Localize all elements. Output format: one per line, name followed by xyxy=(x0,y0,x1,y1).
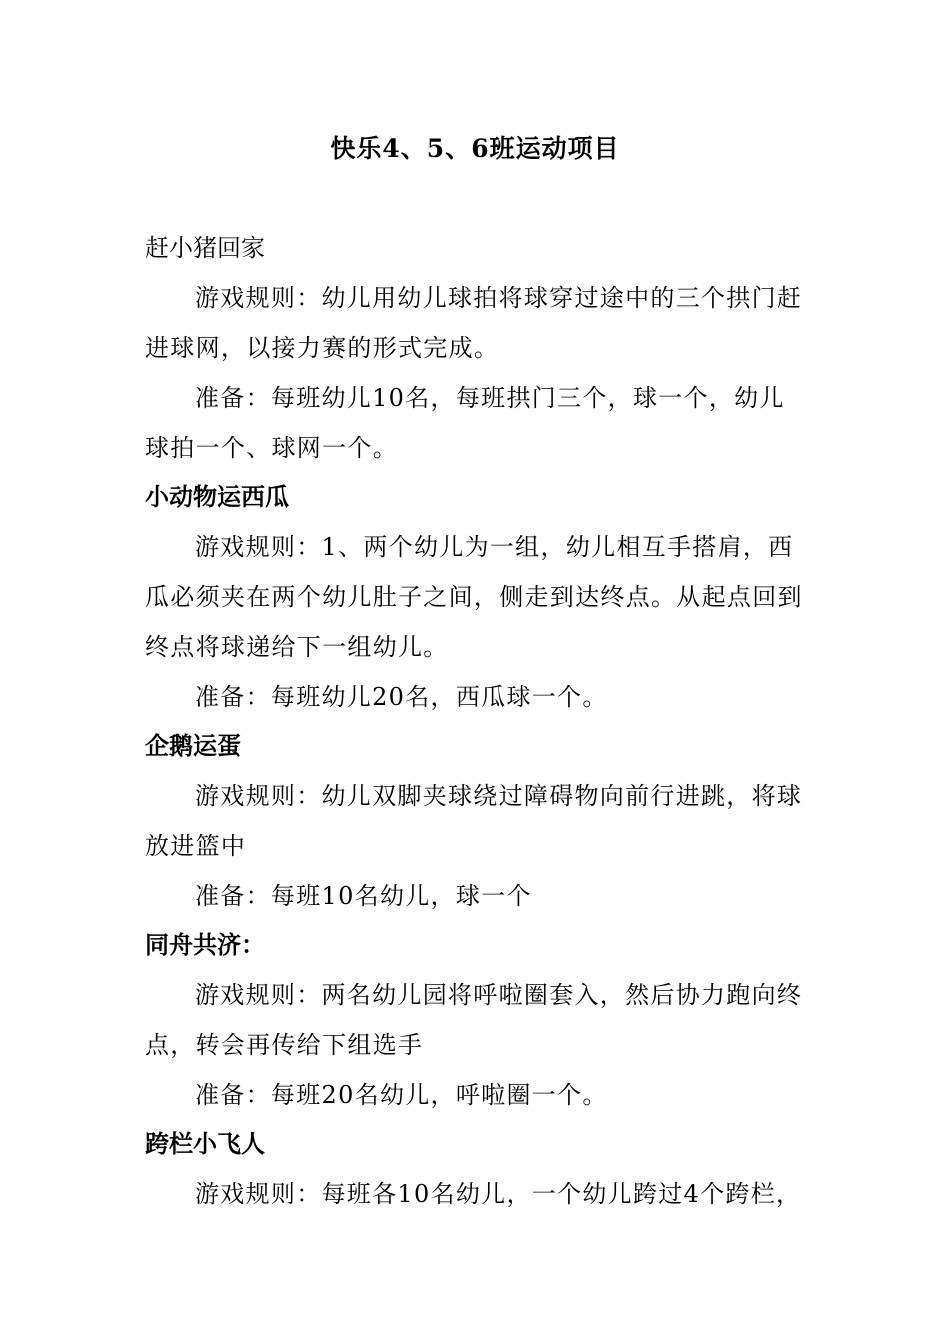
section-heading: 小动物运西瓜 xyxy=(145,483,289,511)
section-prep: 准备：每班20名幼儿，呼啦圈一个。 xyxy=(195,1081,608,1109)
section-heading: 企鹅运蛋 xyxy=(145,732,241,760)
section-heading: 同舟共济： xyxy=(145,931,265,959)
section-heading: 跨栏小飞人 xyxy=(145,1130,265,1158)
page-title: 快乐4、5、6班运动项目 xyxy=(330,134,620,163)
section-rules: 游戏规则：1、两个幼儿为一组，幼儿相互手搭肩，西瓜必须夹在两个幼儿肚子之间，侧走到达终点。从起点回到终点将球递给下一组幼儿。 xyxy=(145,533,803,661)
section-rules: 游戏规则：每班各10名幼儿，一个幼儿跨过4个跨栏， xyxy=(195,1180,802,1208)
section-prep: 准备：每班幼儿10名，每班拱门三个，球一个，幼儿球拍一个、球网一个。 xyxy=(145,384,785,462)
section-heading: 赶小猪回家 xyxy=(145,234,265,262)
section-prep: 准备：每班幼儿20名，西瓜球一个。 xyxy=(195,683,608,711)
section-prep: 准备：每班10名幼儿，球一个 xyxy=(195,882,532,910)
section-rules: 游戏规则：两名幼儿园将呼啦圈套入，然后协力跑向终点，转会再传给下组选手 xyxy=(145,981,803,1059)
section-rules: 游戏规则：幼儿双脚夹球绕过障碍物向前行进跳，将球放进篮中 xyxy=(145,782,803,860)
section-rules: 游戏规则：幼儿用幼儿球拍将球穿过途中的三个拱门赶进球网，以接力赛的形式完成。 xyxy=(145,284,803,362)
